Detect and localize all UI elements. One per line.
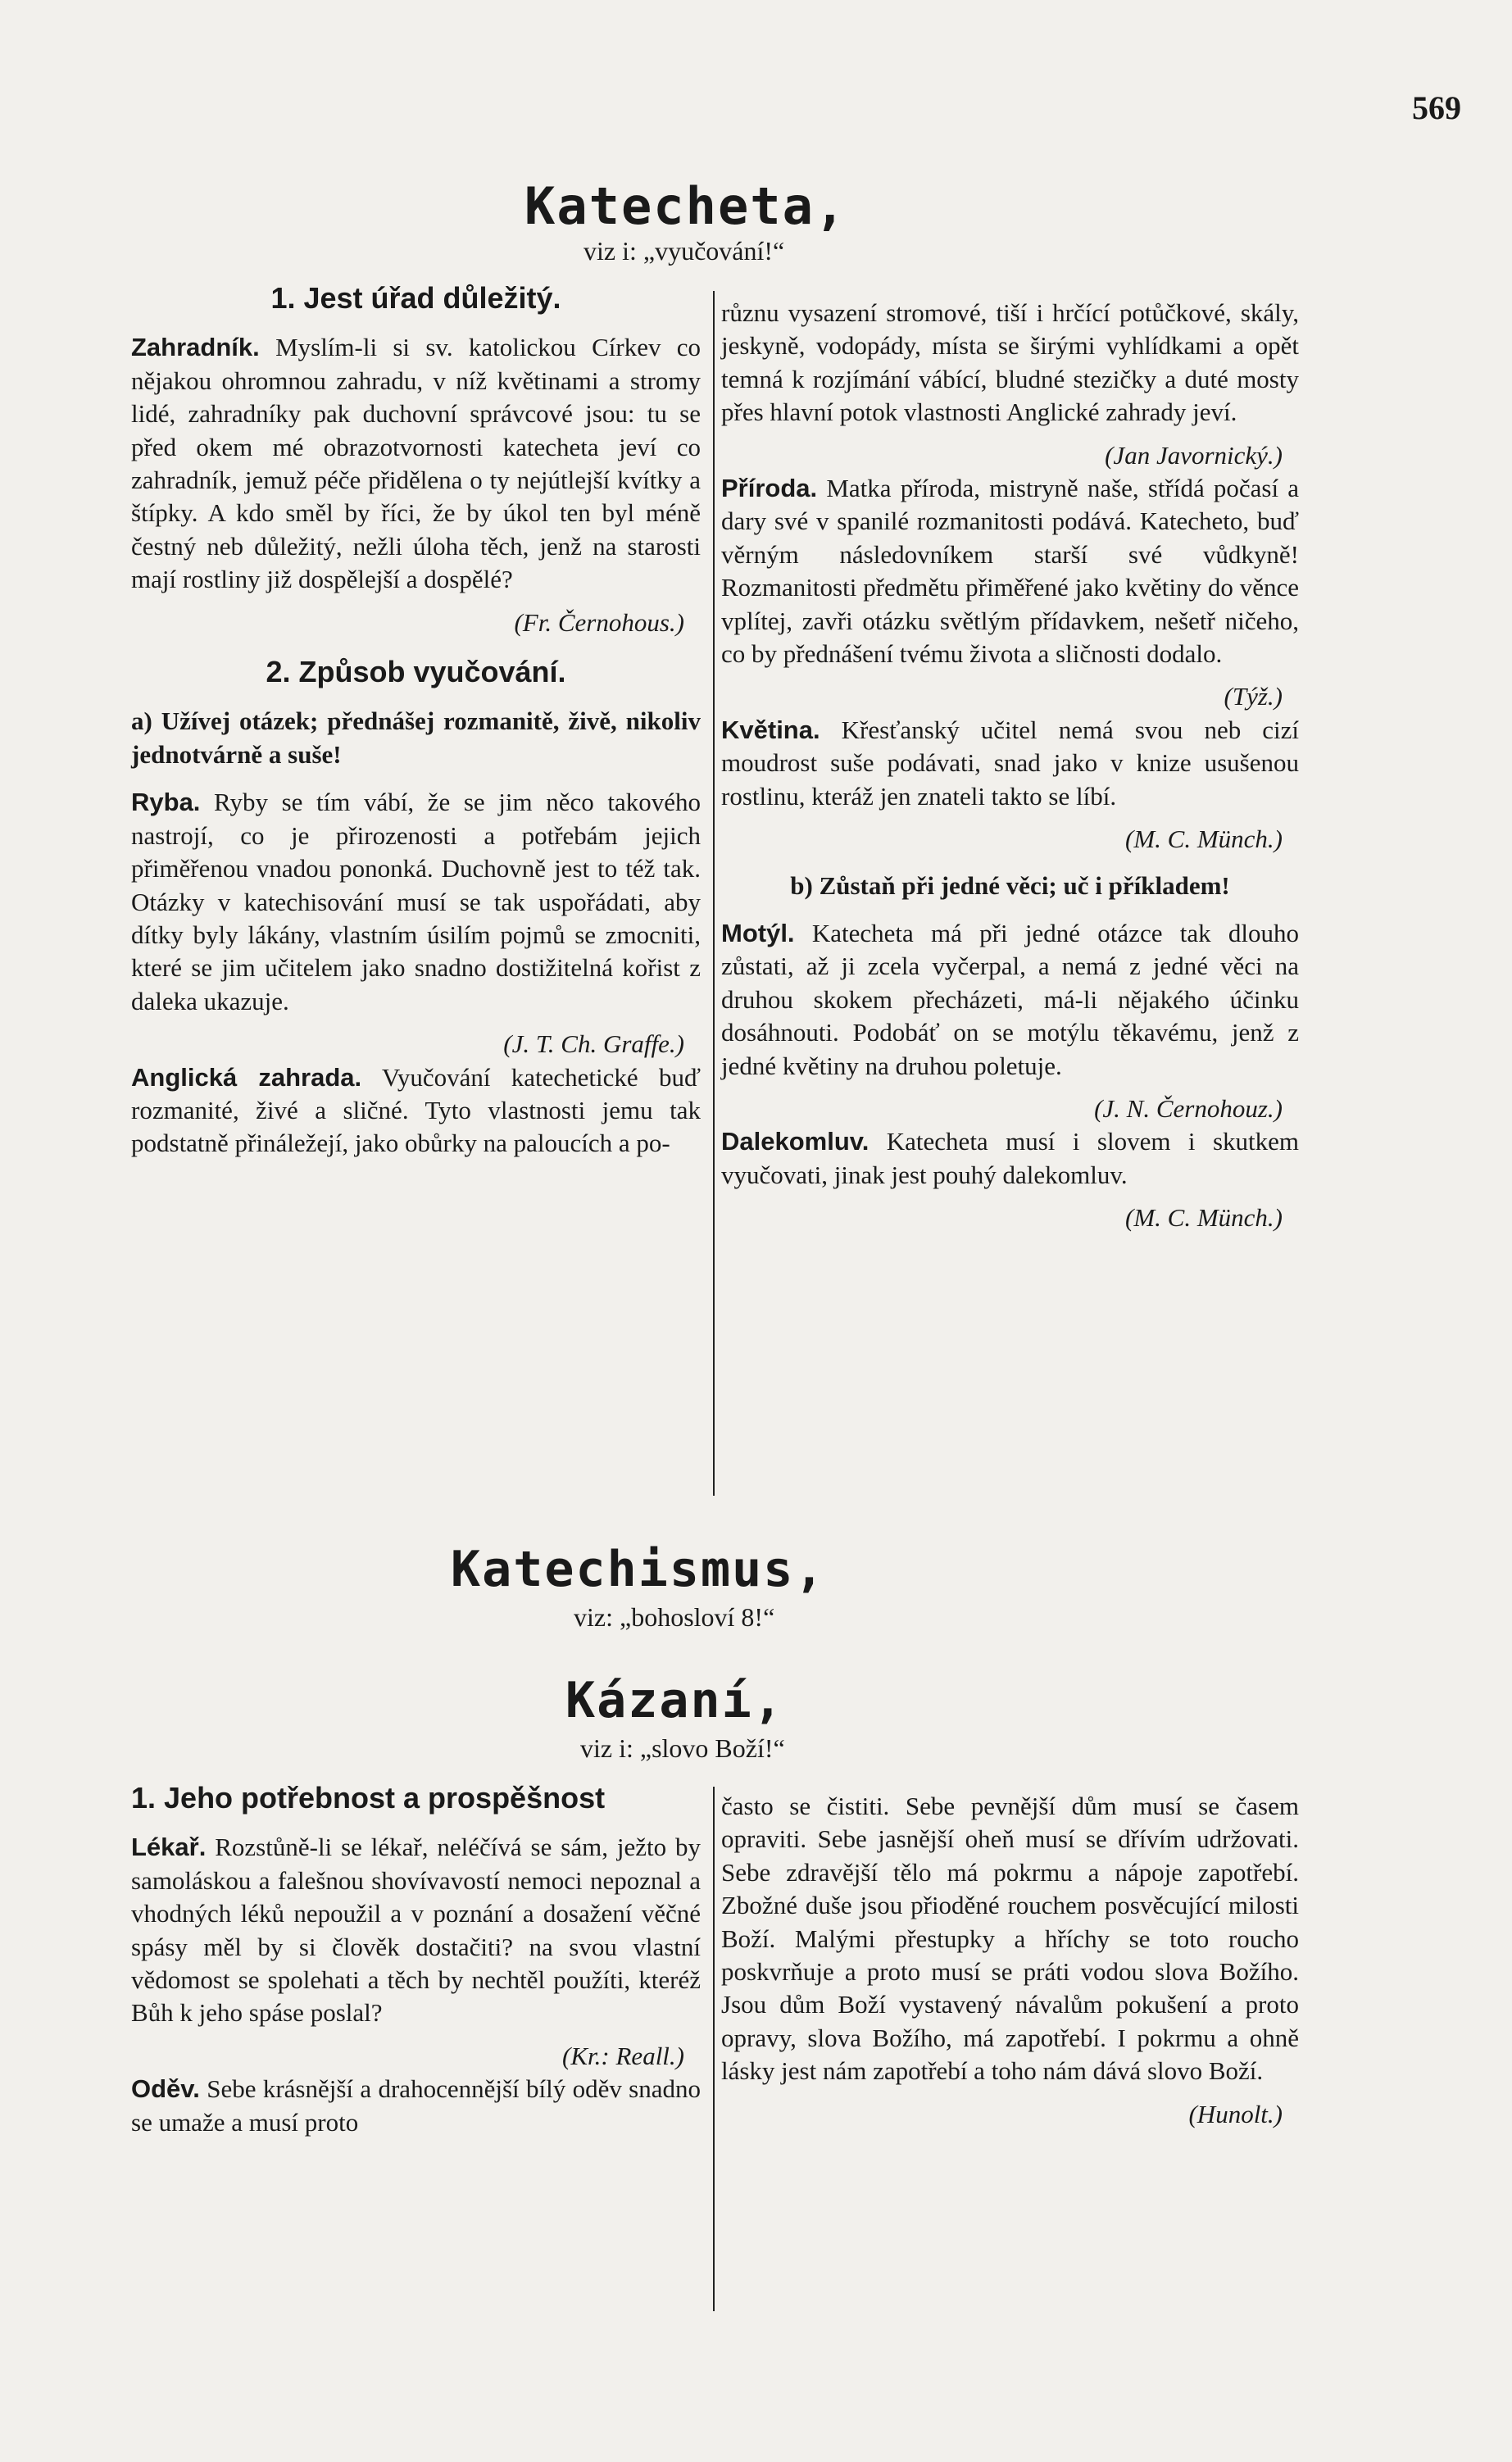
paragraph xyxy=(721,714,1299,813)
column-left-katecheta xyxy=(131,277,701,1170)
paragraph-text: Rozstůně-li se lékař, neléčívá se sám, ježto by samoláskou a falešnou shovívavostí nemoci nepoznal a vhodných léků nepoužil a v poznání a dosažení věčné spásy měl by si člověk dostačiti? na svou vlastní vědomost se spolehati a těch by nechtěl použíti, kteréž Bůh k jeho spáse poslal? xyxy=(131,1833,702,2028)
paragraph-text: Ryby se tím vábí, že se jim něco takového nastrojí, co je přirozenosti a potřebám jejich přiměřenou vnadou pononká. Duchovně jest to též tak. Otázky v katechisování musí se tak uspořádati, aby dítky byly lákány, vlastním úsilím pojmů se zmocniti, které se jim učitelem jako snadno dostižitelná kořist z daleka ukazuje. xyxy=(131,788,701,1015)
source-citation: (J. N. Černohouz.) xyxy=(1094,1093,1283,1123)
paragraph-text: Křesťanský učitel nemá svou neb cizí moudrost suše podávati, snad jako v knize usušenou rostlinu, kteráž jen znateli takto se líbí. xyxy=(721,715,1299,811)
page-number: 569 xyxy=(1412,89,1461,126)
keyword: Lékař. xyxy=(131,1833,207,1862)
see-also-kazani: viz i: „slovo Boží!“ xyxy=(580,1733,785,1763)
keyword: Oděv. xyxy=(131,2074,200,2104)
source-citation: (Fr. Černohous.) xyxy=(514,607,684,637)
keyword: Dalekomluv. xyxy=(721,1127,870,1156)
column-right-katecheta xyxy=(721,297,1299,1235)
section-heading: 2. Způsob vyučování. xyxy=(266,655,566,689)
paragraph xyxy=(131,1831,701,2029)
source-citation: (Kr.: Reall.) xyxy=(562,2041,684,2070)
paragraph xyxy=(721,1125,1299,1192)
subsection-heading: b) Zůstaň při jedné věci; uč i příkladem! xyxy=(790,870,1230,900)
keyword: Zahradník. xyxy=(131,333,260,362)
keyword: Květina. xyxy=(721,715,820,744)
keyword: Anglická zahrada. xyxy=(131,1062,362,1092)
keyword: Příroda. xyxy=(721,474,818,503)
paragraph-text: Sebe krásnější a drahocennější bílý oděv snadno se umaže a musí proto xyxy=(131,2074,702,2137)
column-divider xyxy=(713,291,715,1496)
paragraph-text: Myslím-li si sv. katolickou Církev co nějakou ohromnou zahradu, v níž květinami a stromy lidé, zahradníky pak duchovní správcové jsou: tu se před okem mé obrazotvornosti katecheta jeví co zahradník, jemuž péče přidělena o ty nejútlejší kvítky a štípky. A kdo směl by říci, že by úkol ten byl méně čestný neb důležitý, nežli úloha těch, jenž na starosti mají rostliny již dospělejší a dospělé? xyxy=(131,333,702,594)
column-right-kazani xyxy=(721,1790,1299,2131)
source-citation: (J. T. Ch. Graffe.) xyxy=(503,1029,684,1059)
column-left-kazani xyxy=(131,1770,701,2149)
keyword: Ryba. xyxy=(131,788,201,817)
paragraph xyxy=(131,786,701,1018)
subsection-heading: a) Užívej otázek; přednášej rozmanitě, živě, nikoliv jednotvárně a suše! xyxy=(131,706,701,769)
source-citation: (M. C. Münch.) xyxy=(1125,1203,1283,1233)
paragraph xyxy=(131,331,701,596)
entry-title-katechismus: Katechismus, xyxy=(451,1541,826,1598)
paragraph: různu vysazení stromové, tiší i hrčící potůčkové, skály, jeskyně, vodopády, místa se širými vyhlídkami a opět temná k rozjímání vábící, bludné stezičky a duté mosty přes hlavní potok vlastnosti Anglické zahrady jeví. xyxy=(721,298,1299,427)
entry-title-katecheta: Katecheta, xyxy=(524,176,847,236)
section-heading: 1. Jest úřad důležitý. xyxy=(270,281,561,315)
source-citation: (Týž.) xyxy=(1224,682,1283,711)
paragraph-text: Katecheta má při jedné otázce tak dlouho zůstati, až ji zcela vyčerpal, a nemá z jedné věci na druhou skokem přecházeti, má-li nějakého účinku dosáhnouti. Podobáť on se motýlu těkavému, jenž z jedné květiny na druhou poletuje. xyxy=(721,918,1300,1080)
source-citation: (Hunolt.) xyxy=(1188,2099,1283,2128)
keyword: Motýl. xyxy=(721,918,795,947)
see-also-katecheta: viz i: „vyučování!“ xyxy=(583,236,785,266)
paragraph xyxy=(721,917,1299,1083)
entry-title-kazani: Kázaní, xyxy=(565,1672,784,1729)
paragraph xyxy=(131,2073,701,2139)
paragraph-text: Vyučování katechetické buď rozmanité, živé a sličné. Tyto vlastnosti jemu tak podstatně přináležejí, jako obůrky na paloucích a po- xyxy=(131,1062,701,1158)
paragraph-text: Matka příroda, mistryně naše, střídá počasí a dary své v spanilé rozmanitosti podává. Katecheto, buď věrným následovníkem starší své vůdkyně! Rozmanitosti předmětu přiměřené jako květiny do věnce vplítej, zavři otázku světlým přídavkem, nešetř ničeho, co by přednášení tvému života a sličnosti dodalo. xyxy=(721,474,1300,669)
paragraph: často se čistiti. Sebe pevnější dům musí se časem opraviti. Sebe jasnější oheň musí se dřívím udržovati. Sebe zdravější tělo má pokrmu a nápoje zapotřebí. Zbožné duše jsou přioděné rouchem posvěcující milosti Boží. Malými přestupky a hříchy se toto roucho poskvrňuje a proto musí se práti vodou slova Božího. Jsou dům Boží vystavený návalům pokušení a proto opravy, slova Božího, má zapotřebí. I pokrmu a ohně lásky jest nám zapotřebí a toho nám dává slovo Boží. xyxy=(721,1792,1299,2086)
paragraph-text: Katecheta musí i slovem i skutkem vyučovati, jinak jest pouhý dalekomluv. xyxy=(721,1127,1300,1189)
paragraph xyxy=(131,1061,701,1161)
paragraph xyxy=(721,472,1299,670)
section-heading: 1. Jeho potřebnost a prospěšnost xyxy=(131,1781,606,1815)
source-citation: (M. C. Münch.) xyxy=(1125,824,1283,854)
column-divider xyxy=(713,1787,715,2311)
see-also-katechismus: viz: „bohosloví 8!“ xyxy=(574,1602,775,1632)
source-citation: (Jan Javornický.) xyxy=(1105,440,1283,470)
